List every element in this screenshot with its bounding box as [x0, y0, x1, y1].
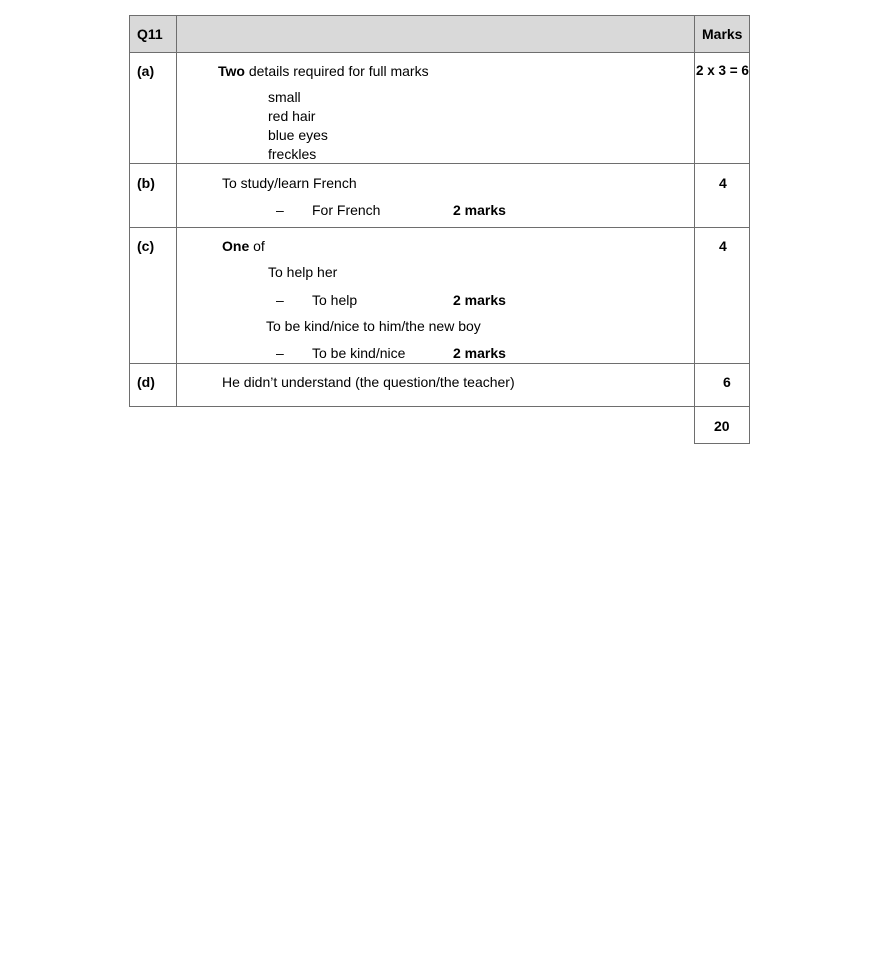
row-d-marks: 6	[723, 374, 731, 390]
row-a-intro-bold: Two	[218, 63, 245, 79]
row-c-partial-2: To be kind/nice	[312, 345, 406, 361]
row-c-marks: 4	[719, 238, 727, 254]
row-c-option-2: To be kind/nice to him/the new boy	[266, 318, 481, 334]
row-a-item-freckles: freckles	[268, 146, 317, 162]
total-marks: 20	[714, 418, 730, 434]
row-c-intro-bold: One	[222, 238, 250, 254]
row-c-dash-1: –	[276, 292, 284, 308]
row-c-label: (c)	[137, 238, 155, 254]
row-a-item-small: small	[268, 89, 301, 105]
row-b-partial: For French	[312, 202, 381, 218]
row-b-partial-marks: 2 marks	[453, 202, 506, 218]
total-box-bottom	[695, 443, 750, 444]
row-c-intro	[222, 238, 265, 254]
row-b-answer: To study/learn French	[222, 175, 357, 191]
row-b-marks: 4	[719, 175, 727, 191]
question-number: Q11	[137, 26, 163, 42]
row-d-answer: He didn’t understand (the question/the teacher)	[222, 374, 515, 390]
row-c-partial-1: To help	[312, 292, 358, 308]
row-b-dash: –	[276, 202, 284, 218]
table-divider-a	[130, 163, 750, 164]
row-c-dash-2: –	[276, 345, 284, 361]
table-column-divider-2	[694, 15, 695, 444]
row-a-label: (a)	[137, 63, 155, 79]
table-border-right	[749, 15, 750, 444]
table-column-divider-1	[176, 15, 177, 407]
table-divider-b	[130, 227, 750, 228]
row-a-item-red-hair: red hair	[268, 108, 316, 124]
row-c-intro-rest: of	[249, 238, 265, 254]
row-c-partial-1-marks: 2 marks	[453, 292, 506, 308]
table-border-top	[130, 15, 750, 16]
table-divider-header	[130, 52, 750, 53]
table-header-background	[130, 16, 749, 52]
row-d-label: (d)	[137, 374, 155, 390]
marks-column-header: Marks	[702, 26, 743, 42]
row-a-intro	[218, 63, 429, 79]
table-border-bottom	[130, 406, 750, 407]
row-a-marks: 2 x 3 = 6	[696, 63, 749, 78]
row-a-intro-rest: details required for full marks	[244, 63, 429, 79]
row-b-label: (b)	[137, 175, 155, 191]
table-divider-c	[130, 363, 750, 364]
row-c-partial-2-marks: 2 marks	[453, 345, 506, 361]
row-c-option-1: To help her	[268, 264, 338, 280]
table-border-left	[129, 15, 130, 407]
row-a-item-blue-eyes: blue eyes	[268, 127, 328, 143]
